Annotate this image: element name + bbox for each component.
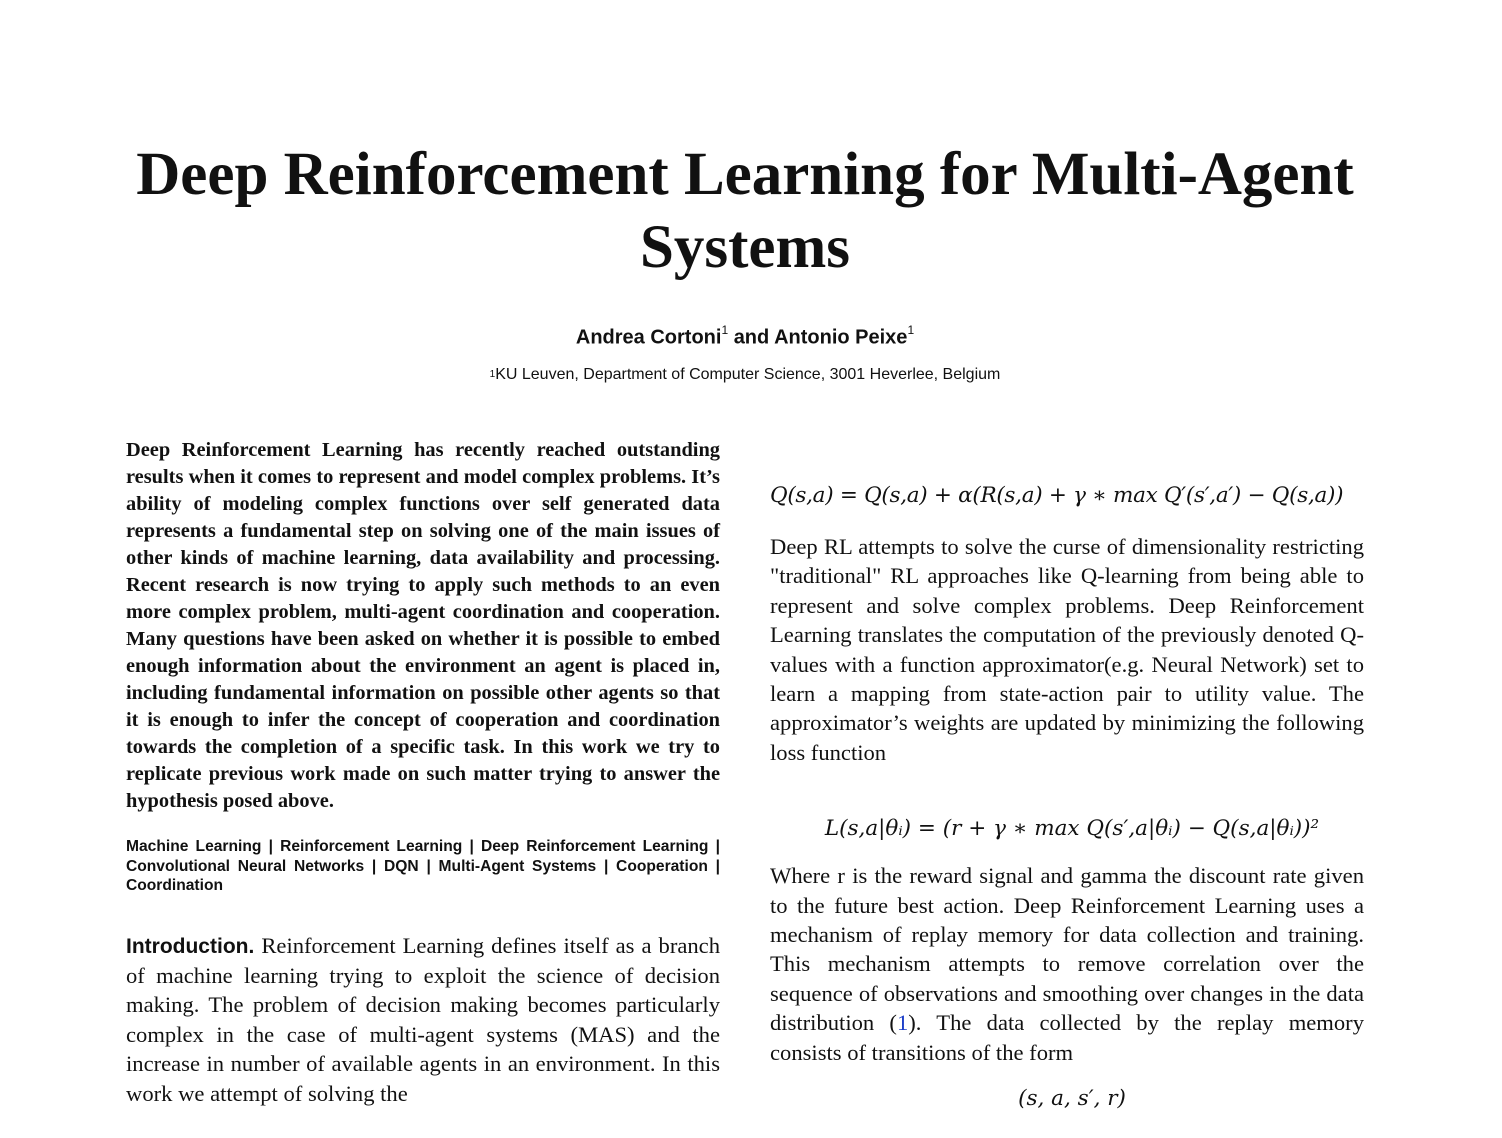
affiliation-marker: 1 (907, 323, 915, 337)
introduction-paragraph (126, 931, 720, 1108)
affiliation-text: KU Leuven, Department of Computer Science, 3001 Heverlee, Belgium (495, 366, 1001, 383)
abstract: Deep Reinforcement Learning has recently reached outstanding results when it comes to represent and model complex problems. It’s ability of modeling complex functions over self generated data represents a fundamental step on solving one of the main issues of other kinds of machine learning, data availability and processing. Recent research is now trying to apply such methods to an even more complex problem, multi-agent coordination and cooperation. Many questions have been asked on whether it is possible to embed enough information about the environment an agent is placed in, including fundamental information on possible other agents so that it is enough to infer the concept of cooperation and coordination towards the completion of a specific task. In this work we try to replicate previous work made on such matter trying to answer the hypothesis posed above. (126, 439, 720, 812)
affiliation-marker: 1 (721, 323, 729, 337)
deep-rl-paragraph: Deep RL attempts to solve the curse of dimensionality restricting "traditional" RL approaches like Q-learning from being able to represent and solve complex problems. Deep Reinforcement Learning translates the computation of the previously denoted Q-values with a function approximator(e.g. Neural Network) set to learn a mapping from state-action pair to utility value. The approximator’s weights are updated by minimizing the following loss function (770, 534, 1364, 765)
affiliation-marker: 1 (489, 369, 496, 380)
replay-text-continued: ). The data collected by the replay memory consists of transitions of the form (770, 1010, 1364, 1065)
replay-memory-paragraph (770, 861, 1364, 1067)
introduction-text: Reinforcement Learning defines itself as a branch of machine learning trying to exploit the science of decision making. The problem of decision making becomes particularly complex in the case of multi-agent systems (MAS) and the increase in number of available agents in an environment. In this work we attempt of solving the (126, 932, 720, 1106)
left-column (126, 437, 720, 1108)
author-name: Andrea Cortoni (575, 326, 722, 349)
author-line (0, 318, 1490, 352)
loss-function-equation: L(s,a|θᵢ) = (r + γ ∗ max Q(s′,a|θᵢ) − Q(s,a|θᵢ))² (824, 816, 1320, 842)
citation-link[interactable]: 1 (896, 1010, 909, 1036)
author-name: Antonio Peixe (774, 326, 908, 349)
paper-title: Deep Reinforcement Learning for Multi-Agent Systems (136, 141, 1354, 281)
q-learning-update-equation: Q(s,a) = Q(s,a) + α(R(s,a) + γ ∗ max Q′(s′,a′) − Q(s,a)) (770, 483, 1344, 508)
keywords: Machine Learning | Reinforcement Learning | Deep Reinforcement Learning | Convolutional Neural Networks | DQN | Multi-Agent Systems | Cooperation | Coordination (126, 838, 720, 894)
right-column (770, 478, 1364, 1117)
introduction-heading: Introduction. (126, 934, 255, 958)
author-conjunction: and (733, 326, 770, 349)
replay-text: Where r is the reward signal and gamma the discount rate given to the future best action. Deep Reinforcement Learning uses a mechanism of replay memory for data collection and training. This mechanism attempts to remove correlation over the sequence of observations and smoothing over changes in the data distribution ( (770, 863, 1364, 1036)
affiliation (0, 364, 1490, 386)
transition-tuple-equation: (s, a, s′, r) (1018, 1086, 1126, 1112)
